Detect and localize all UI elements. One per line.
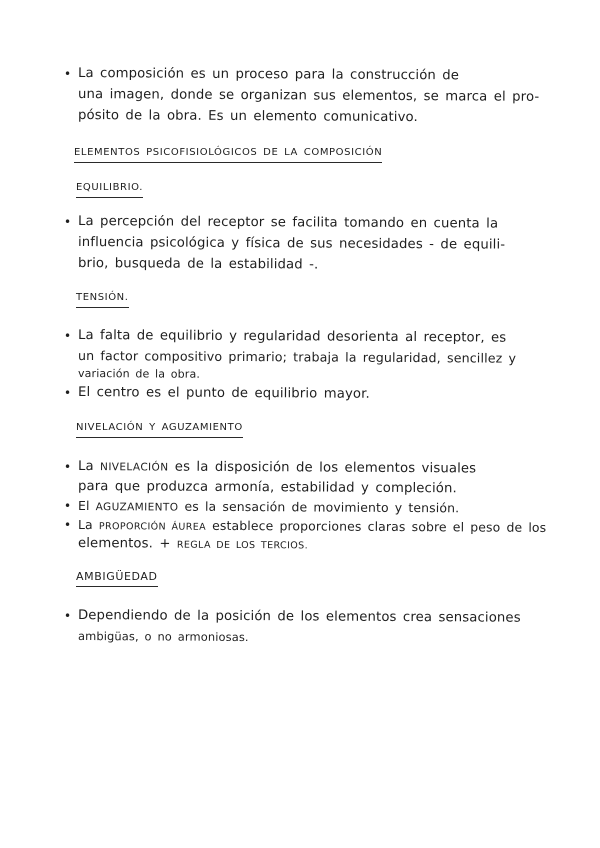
term-aguzamiento: AGUZAMIENTO (95, 501, 179, 514)
tension-b1-line-1: La falta de equilibrio y regularidad desorienta al receptor, es (77, 328, 507, 346)
bullet-icon: • (64, 329, 72, 343)
term-regla-tercios: REGLA DE LOS TERCIOS. (176, 539, 309, 552)
equilibrio-line-3: brio, busqueda de la estabilidad -. (77, 256, 319, 273)
bullet-icon: • (64, 609, 72, 623)
bullet-icon: • (64, 460, 72, 474)
text-fragment: establece proporciones claras sobre el peso de los (212, 517, 547, 535)
ambiguedad-line-2: ambigüas, o no armoniosas. (77, 629, 249, 645)
heading-tension: TENSIÓN. (76, 291, 129, 308)
text-fragment: La (77, 459, 94, 475)
intro-line-2: una imagen, donde se organizan sus elementos, se marca el pro- (77, 87, 540, 105)
heading-nivelacion-aguzamiento: NIVELACIÓN Y AGUZAMIENTO (76, 421, 243, 438)
bullet-icon: • (64, 499, 72, 513)
tension-b2-line-1: El centro es el punto de equilibrio mayor. (77, 385, 370, 402)
text-fragment: El (77, 498, 90, 514)
term-nivelacion: NIVELACIÓN (100, 461, 169, 474)
text-fragment: elementos. + (77, 536, 171, 552)
nivelacion-b3-line-2 (78, 534, 308, 556)
tension-b1-line-3: variación de la obra. (77, 367, 201, 381)
nivelacion-b1-line-1 (78, 457, 476, 479)
ambiguedad-line-1: Dependiendo de la posición de los elementos crea sensaciones (77, 608, 521, 626)
text-fragment: es la disposición de los elementos visuales (174, 459, 477, 477)
nivelacion-b1-line-2: para que produzca armonía, estabilidad y compleción. (77, 479, 457, 497)
bullet-icon: • (64, 67, 72, 81)
heading-ambiguedad: AMBIGÜEDAD (76, 570, 158, 587)
text-fragment: es la sensación de movimiento y tensión. (184, 498, 460, 516)
bullet-icon: • (64, 215, 72, 229)
bullet-icon: • (64, 518, 72, 532)
term-proporcion-aurea: PROPORCIÓN ÁUREA (98, 521, 207, 533)
bullet-icon: • (64, 386, 72, 400)
equilibrio-line-1: La percepción del receptor se facilita tomando en cuenta la (77, 214, 499, 232)
tension-b1-line-2: un factor compositivo primario; trabaja la regularidad, sencillez y (77, 348, 517, 366)
heading-equilibrio: EQUILIBRIO. (76, 181, 143, 198)
intro-line-3: pósito de la obra. Es un elemento comunicativo. (77, 108, 418, 126)
intro-line-1: La composición es un proceso para la construcción de (77, 66, 460, 84)
section-heading-psicofisiologicos: ELEMENTOS PSICOFISIOLÓGICOS DE LA COMPOSICIÓN (74, 146, 382, 163)
equilibrio-line-2: influencia psicológica y física de sus necesidades - de equili- (77, 235, 506, 253)
text-fragment: La (77, 517, 93, 533)
